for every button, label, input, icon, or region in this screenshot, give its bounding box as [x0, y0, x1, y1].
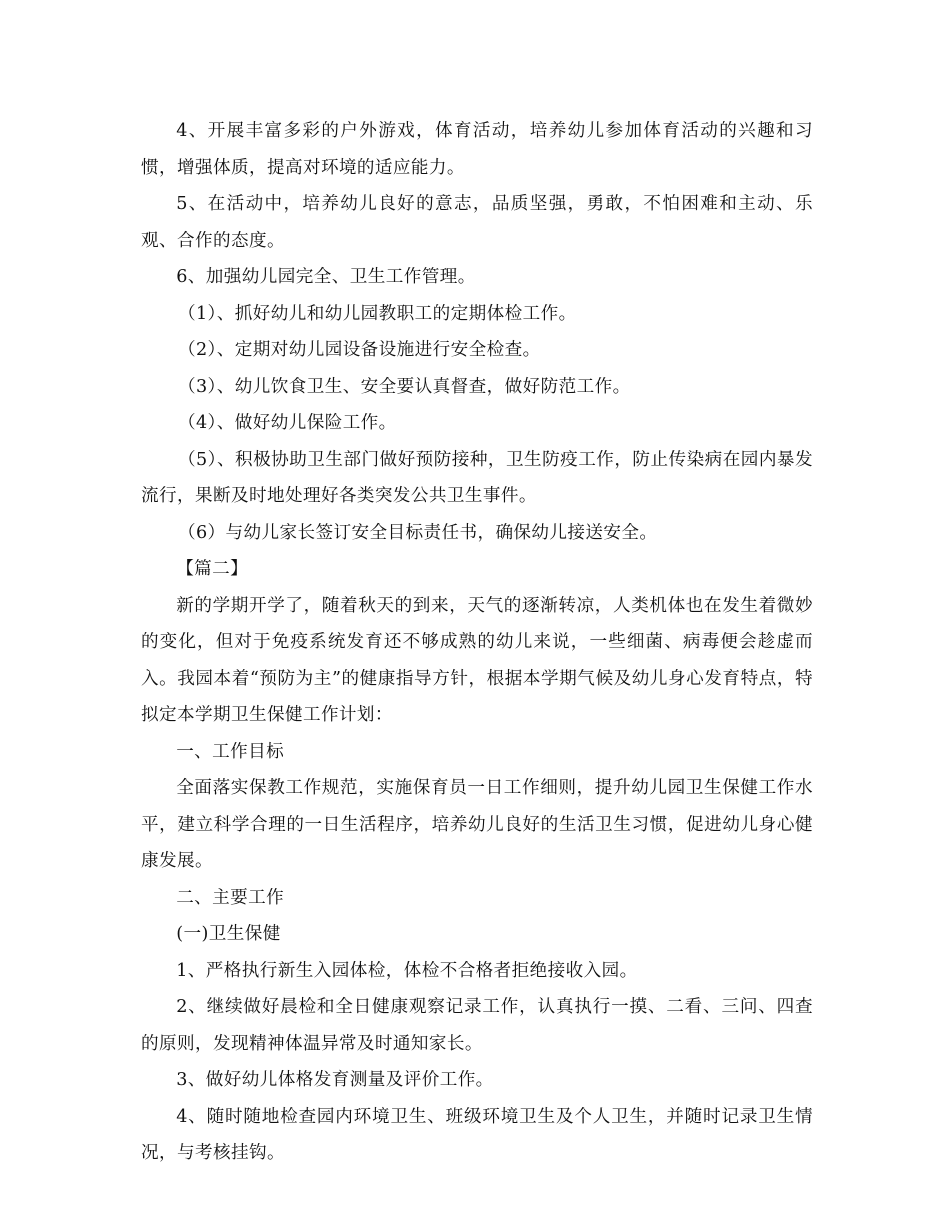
heading-main-work: 二、主要工作 — [176, 887, 285, 908]
section-title-part-two: 【篇二】 — [176, 559, 249, 579]
paragraph-item-4: 4、开展丰富多彩的户外游戏，体育活动，培养幼儿参加体育活动的兴趣和习惯，增强体质，提高对环境的适应能力。 — [141, 121, 813, 178]
health-care-item-1: 1、严格执行新生入园体检，体检不合格者拒绝接收入园。 — [176, 960, 638, 981]
paragraph-subitem-1: （1）、抓好幼儿和幼儿园教职工的定期体检工作。 — [177, 303, 577, 324]
work-goals-paragraph: 全面落实保教工作规范，实施保育员一日工作细则，提升幼儿园卫生保健工作水平，建立科学合理的一日生活程序，培养幼儿良好的生活卫生习惯，促进幼儿身心健康发展。 — [141, 778, 813, 871]
health-care-item-3: 3、做好幼儿体格发育测量及评价工作。 — [176, 1070, 494, 1090]
paragraph-subitem-2: （2）、定期对幼儿园设备设施进行安全检查。 — [177, 340, 541, 360]
health-care-item-4: 4、随时随地检查园内环境卫生、班级环境卫生及个人卫生，并随时记录卫生情况，与考核挂钩。 — [141, 1106, 813, 1163]
paragraph-item-6: 6、加强幼儿园完全、卫生工作管理。 — [176, 267, 476, 287]
paragraph-item-5: 5、在活动中，培养幼儿良好的意志，品质坚强，勇敢，不怕困难和主动、乐观、合作的态度。 — [141, 194, 813, 251]
paragraph-subitem-3: （3）、幼儿饮食卫生、安全要认真督查，做好防范工作。 — [177, 376, 631, 397]
paragraph-subitem-6: （6）与幼儿家长签订安全目标责任书，确保幼儿接送安全。 — [177, 522, 658, 543]
heading-work-goals: 一、工作目标 — [176, 741, 285, 762]
intro-paragraph: 新的学期开学了，随着秋天的到来，天气的逐渐转凉，人类机体也在发生着微妙的变化，但对于免疫系统发育还不够成熟的幼儿来说，一些细菌、病毒便会趁虚而入。我园本着“预防为主”的健康指导方针，根据本学期气候及幼儿身心发育特点，特拟定本学期卫生保健工作计划： — [141, 595, 813, 725]
paragraph-subitem-4: （4）、做好幼儿保险工作。 — [177, 413, 397, 433]
health-care-item-2: 2、继续做好晨检和全日健康观察记录工作，认真执行一摸、二看、三问、四查的原则，发现精神体温异常及时通知家长。 — [141, 997, 813, 1054]
subheading-health-care: (一)卫生保健 — [176, 924, 281, 944]
paragraph-subitem-5: （5）、积极协助卫生部门做好预防接种，卫生防疫工作，防止传染病在园内暴发流行，果断及时地处理好各类突发公共卫生事件。 — [141, 449, 813, 506]
document-body — [141, 113, 813, 1172]
